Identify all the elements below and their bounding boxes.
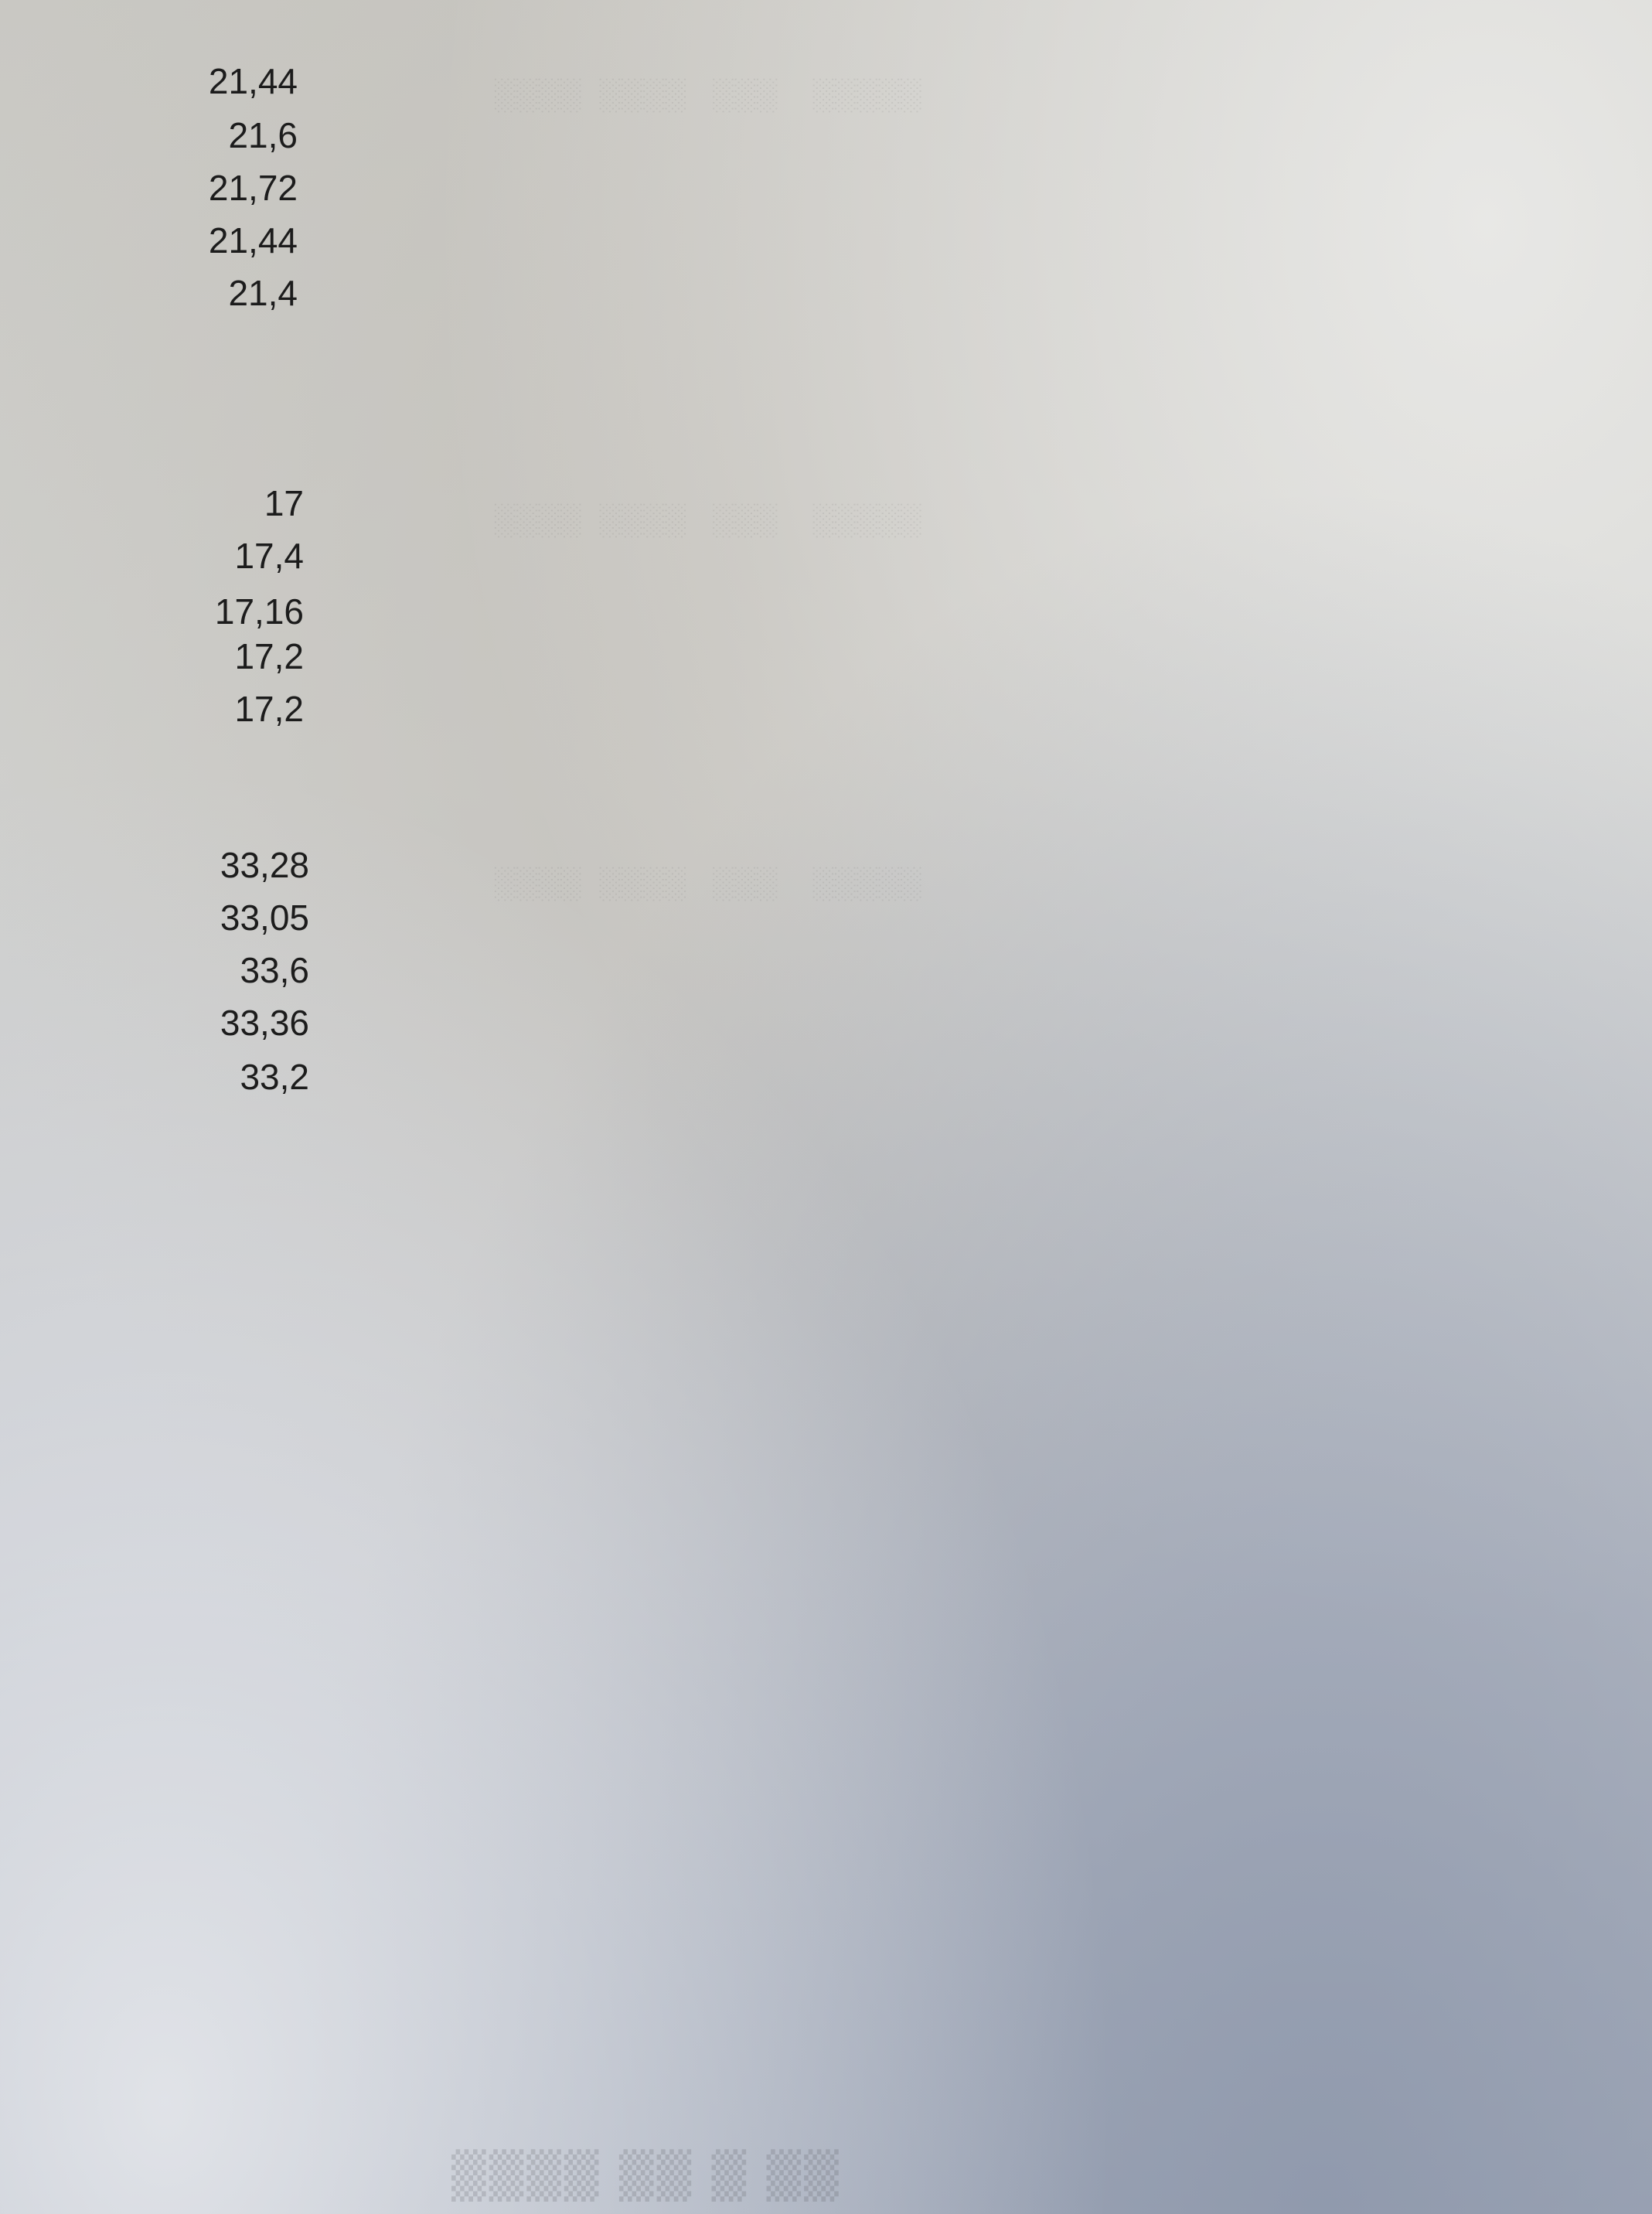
value-cell: 21,4 bbox=[228, 273, 298, 313]
value-cell: 33,36 bbox=[220, 1003, 309, 1043]
value-cell: 21,44 bbox=[208, 220, 298, 261]
bleed-through-ghost: ░░░░░ ░░░ ░░░░ ░░░░ bbox=[495, 502, 923, 536]
value-cell: 17,4 bbox=[234, 536, 304, 576]
value-cell: 21,72 bbox=[208, 168, 298, 208]
value-cell: 33,2 bbox=[240, 1057, 309, 1097]
value-cell: 33,6 bbox=[240, 950, 309, 990]
value-cell: 17,2 bbox=[234, 636, 304, 676]
bleed-through-date-stamp: ▒▒ ▒ ▒▒ ▒▒▒▒ bbox=[448, 2149, 839, 2202]
value-cell: 33,05 bbox=[220, 898, 309, 938]
bleed-through-ghost: ░░░░░ ░░░ ░░░░ ░░░░ bbox=[495, 77, 923, 111]
value-cell: 21,44 bbox=[208, 61, 298, 101]
value-cell: 33,28 bbox=[220, 845, 309, 885]
bleed-through-ghost: ░░░░░ ░░░ ░░░░ ░░░░ bbox=[495, 866, 923, 900]
value-cell: 17,16 bbox=[214, 591, 304, 632]
value-cell: 21,6 bbox=[228, 115, 298, 155]
value-cell: 17 bbox=[264, 483, 304, 523]
value-cell: 17,2 bbox=[234, 689, 304, 729]
